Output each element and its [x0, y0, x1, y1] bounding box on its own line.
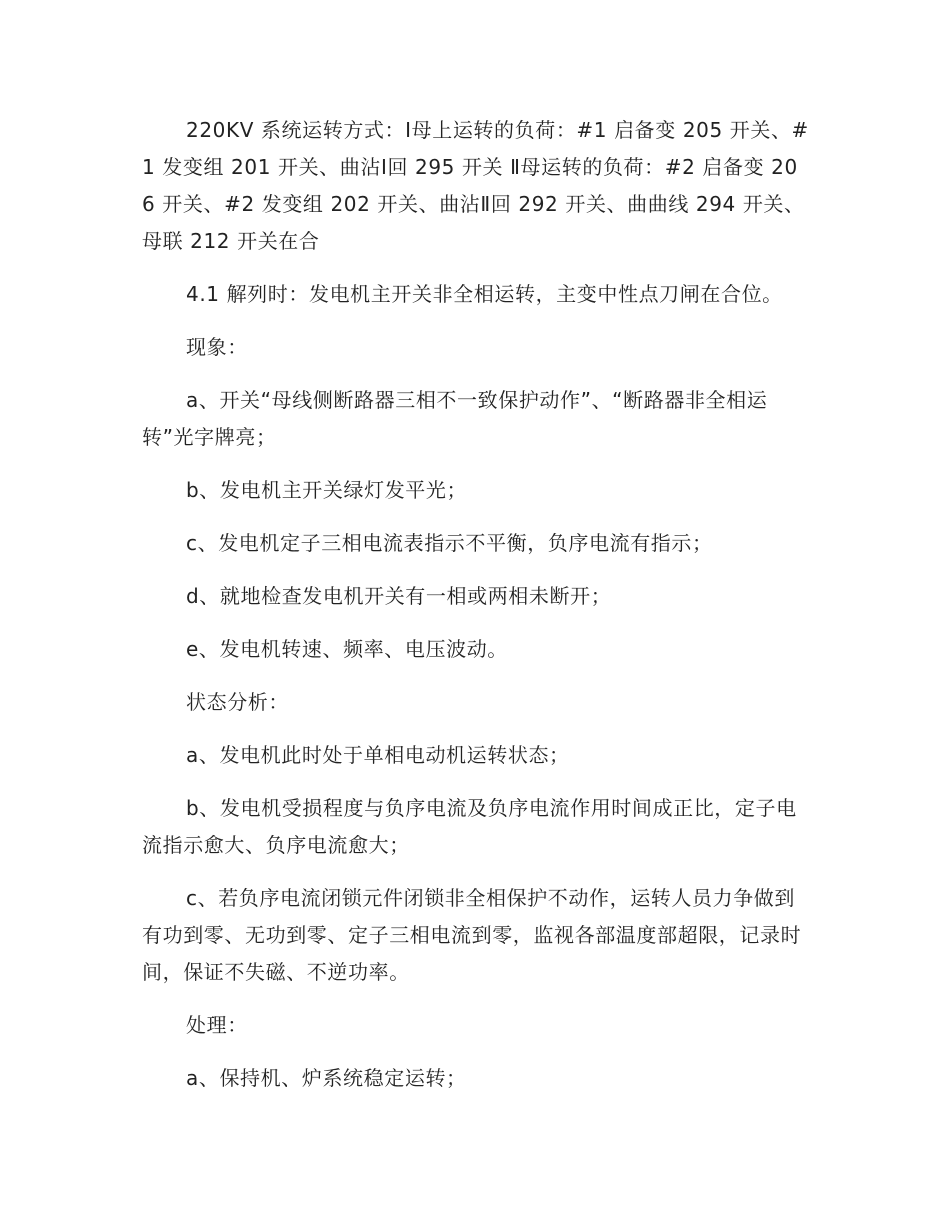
paragraph-operation-mode: 220KV 系统运转方式：Ⅰ母上运转的负荷：#1 启备变 205 开关、#1 发变组 201 开关、曲沾Ⅰ回 295 开关 Ⅱ母运转的负荷：#2 启备变 206 开关、#2 发变组 202 开关、曲沾Ⅱ回 292 开关、曲曲线 294 开关、母联 212 开关在合: [142, 118, 809, 253]
paragraph-analysis-c: c、若负序电流闭锁元件闭锁非全相保护不动作，运转人员力争做到有功到零、无功到零、定子三相电流到零，监视各部温度部超限，记录时间，保证不失磁、不逆功率。: [142, 886, 802, 984]
paragraph-analysis-heading: 状态分析：: [186, 690, 289, 714]
paragraph-phenomenon-a: a、开关“母线侧断路器三相不一致保护动作”、“断路器非全相运转”光字牌亮；: [142, 388, 768, 449]
paragraph-section-4-1: 4.1 解列时：发电机主开关非全相运转，主变中性点刀闸在合位。: [186, 282, 783, 306]
paragraph-phenomenon-d: d、就地检查发电机开关有一相或两相未断开；: [186, 584, 612, 608]
paragraph-phenomenon-heading: 现象：: [186, 335, 248, 359]
paragraph-handling-a: a、保持机、炉系统稳定运转；: [186, 1066, 467, 1090]
document-body: [142, 112, 810, 1113]
paragraph-phenomenon-b: b、发电机主开关绿灯发平光；: [186, 478, 468, 502]
paragraph-phenomenon-c: c、发电机定子三相电流表指示不平衡，负序电流有指示；: [186, 531, 713, 555]
paragraph-phenomenon-e: e、发电机转速、频率、电压波动。: [186, 637, 508, 661]
paragraph-analysis-a: a、发电机此时处于单相电动机运转状态；: [186, 743, 570, 767]
paragraph-handling-heading: 处理：: [186, 1013, 248, 1037]
paragraph-analysis-b: b、发电机受损程度与负序电流及负序电流作用时间成正比，定子电流指示愈大、负序电流愈大；: [142, 796, 797, 857]
